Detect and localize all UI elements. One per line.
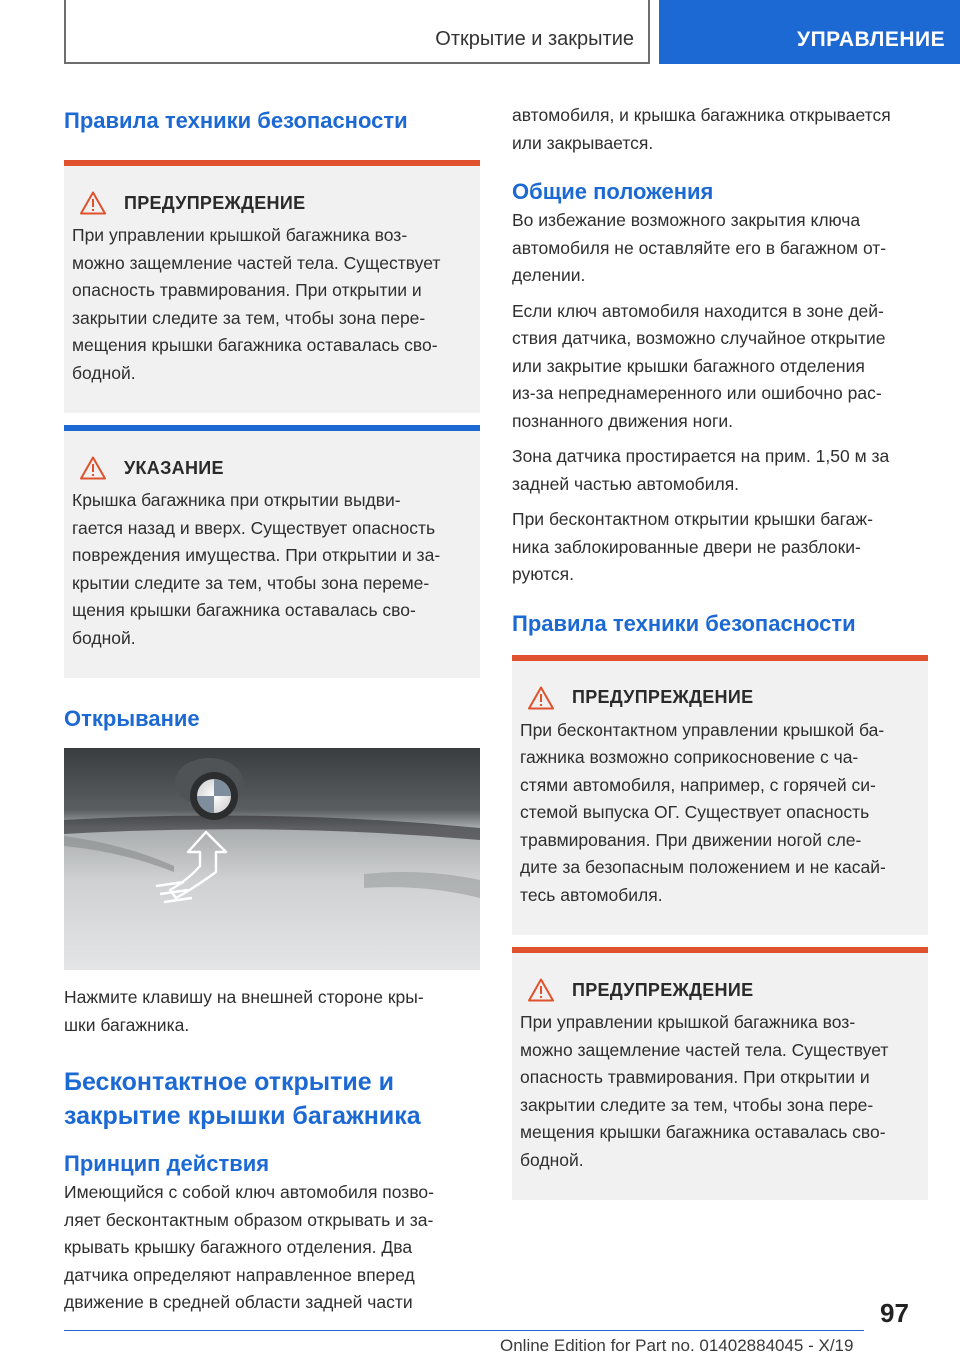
warning-title-2: ПРЕДУПРЕЖДЕНИЕ <box>572 687 754 707</box>
warning-header-3 <box>520 975 918 1005</box>
section-title: Открытие и закрытие <box>435 28 634 50</box>
left-column <box>64 96 480 1317</box>
warning-title: ПРЕДУПРЕЖДЕНИЕ <box>124 192 306 213</box>
warning-box-3 <box>512 947 928 1200</box>
note-box <box>64 425 480 678</box>
warning-triangle-icon <box>528 686 554 710</box>
edition-footer: Online Edition for Part no. 01402884045 - X/19 <box>500 1336 854 1355</box>
general-paragraph-4: При бесконтактном открытии крышки багаж- ника заблокированные двери не разблоки- руются. <box>512 509 873 584</box>
page-number: 97 <box>880 1298 909 1328</box>
warning-text-2: При бесконтактном управлении крышкой ба- гажника возможно соприкосновение с ча- стями автомобиля, например, с горячей си- стемой выпуска ОГ. Существует опасность травмирования. При движении ногой сле- дите за безопасным положением и не касай- тесь автомобиля. <box>520 719 886 905</box>
warning-title-3: ПРЕДУПРЕЖДЕНИЕ <box>572 979 754 1000</box>
trunk-button-photo <box>64 748 480 970</box>
heading-principle: Принцип действия <box>64 1151 270 1176</box>
heading-opening: Открывание <box>64 706 200 731</box>
bmw-logo <box>190 772 238 820</box>
warning-triangle-icon <box>80 456 106 480</box>
header-section-box <box>64 0 650 64</box>
note-title: УКАЗАНИЕ <box>124 457 224 478</box>
footer-divider <box>64 1330 864 1331</box>
heading-contactless-opening: Бесконтактное открытие и закрытие крышки багажника <box>64 1068 421 1130</box>
general-paragraph-1: Во избежание возможного закрытия ключа автомобиля не оставляйте его в багажном от- делении. <box>512 210 887 285</box>
note-text: Крышка багажника при открытии выдви- гается назад и вверх. Существует опасность повреждения имущества. При открытии и за- крытии следите за тем, чтобы зона переме- щения крышки багажника оставалась сво- бодной. <box>72 490 441 648</box>
warning-triangle-icon <box>80 191 106 215</box>
warning-box-2 <box>512 655 928 936</box>
principle-text: Имеющийся с собой ключ автомобиля позво- ляет бесконтактным образом открывать и за- крывать крышку багажного отделения. Два датчика определяют направленное вперед движение в средней области задней части <box>64 1182 434 1312</box>
general-paragraph-3: Зона датчика простирается на прим. 1,50 м за задней частью автомобиля. <box>512 446 890 494</box>
right-column <box>512 102 928 1200</box>
warning-header-2 <box>520 683 918 713</box>
warning-box <box>64 160 480 413</box>
heading-general: Общие положения <box>512 179 714 204</box>
warning-text: При управлении крышкой багажника воз- можно защемление частей тела. Существует опасность травмирования. При открытии и закрытии следите за тем, чтобы зона пере- мещения крышки багажника оставалась сво- бодной. <box>72 225 441 383</box>
note-header <box>72 453 470 483</box>
warning-header <box>72 188 470 218</box>
general-paragraph-2: Если ключ автомобиля находится в зоне дей- ствия датчика, возможно случайное открытие или закрытие крышки багажного отделения из-за непреднамеренного или ошибочно рас- познанного движения ноги. <box>512 300 886 431</box>
photo-caption: Нажмите клавишу на внешней стороне кры- шки багажника. <box>64 987 424 1035</box>
heading-safety-rules-2: Правила техники безопасности <box>512 610 856 636</box>
chapter-tab: УПРАВЛЕНИЕ <box>659 0 960 64</box>
warning-triangle-icon <box>528 978 554 1002</box>
principle-text-continued: автомобиля, и крышка багажника открывается или закрывается. <box>512 105 891 153</box>
warning-text-3: При управлении крышкой багажника воз- можно защемление частей тела. Существует опасность травмирования. При открытии и закрытии следите за тем, чтобы зона пере- мещения крышки багажника оставалась сво- бодной. <box>520 1012 889 1170</box>
heading-safety-rules: Правила техники безопасности <box>64 108 408 133</box>
